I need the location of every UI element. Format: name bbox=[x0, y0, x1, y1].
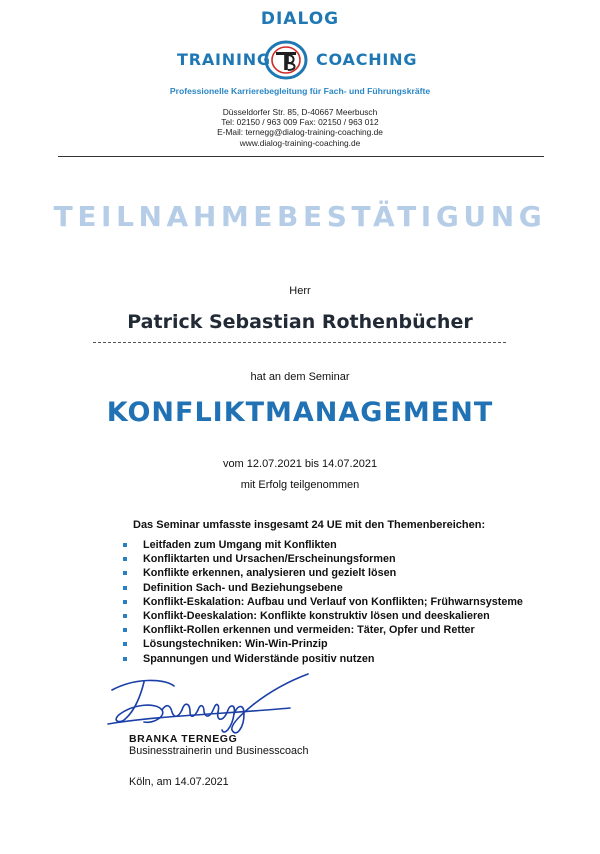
phone-line: Tel: 02150 / 963 009 Fax: 02150 / 963 012 bbox=[221, 117, 379, 128]
lead-text: hat an dem Seminar bbox=[250, 371, 350, 383]
signer-role: Businesstrainerin und Businesscoach bbox=[129, 745, 309, 757]
salutation: Herr bbox=[289, 285, 311, 297]
seminar-title: KONFLIKTMANAGEMENT bbox=[106, 397, 494, 428]
bullet-icon bbox=[123, 557, 127, 561]
place-date: Köln, am 14.07.2021 bbox=[129, 776, 229, 788]
topics-intro: Das Seminar umfasste insgesamt 24 UE mit den Themenbereichen: bbox=[133, 519, 486, 531]
dialog-logo-icon bbox=[263, 40, 309, 80]
topic-label: Konflikte erkennen, analysieren und gezielt lösen bbox=[143, 567, 397, 580]
name-underline bbox=[93, 342, 506, 343]
topic-label: Definition Sach- und Beziehungsebene bbox=[143, 581, 343, 594]
topic-label: Konflikt-Deeskalation: Konflikte konstruktiv lösen und deeskalieren bbox=[143, 609, 490, 622]
bullet-icon bbox=[123, 571, 127, 575]
topic-label: Konfliktarten und Ursachen/Erscheinungsformen bbox=[143, 553, 396, 566]
tagline: Professionelle Karrierebegleitung für Fach- und Führungskräfte bbox=[169, 86, 431, 96]
list-item bbox=[123, 581, 523, 595]
bullet-icon bbox=[123, 657, 127, 661]
topic-label: Lösungstechniken: Win-Win-Prinzip bbox=[143, 638, 328, 651]
header-divider bbox=[58, 156, 544, 157]
list-item bbox=[123, 652, 523, 666]
bullet-icon bbox=[123, 642, 127, 646]
logo-row bbox=[0, 40, 600, 80]
list-item bbox=[123, 595, 523, 609]
certificate-title: TEILNAHMEBESTÄTIGUNG bbox=[53, 200, 547, 233]
topic-label: Konflikt-Rollen erkennen und vermeiden: Täter, Opfer und Retter bbox=[143, 624, 475, 637]
topics-list bbox=[123, 538, 523, 666]
list-item bbox=[123, 566, 523, 580]
list-item bbox=[123, 552, 523, 566]
handwritten-signature bbox=[104, 668, 314, 742]
topic-label: Leitfaden zum Umgang mit Konflikten bbox=[143, 539, 337, 551]
list-item bbox=[123, 609, 523, 623]
address-line: Düsseldorfer Str. 85, D-40667 Meerbusch bbox=[222, 107, 378, 117]
list-item bbox=[123, 538, 523, 552]
list-item bbox=[123, 637, 523, 651]
bullet-icon bbox=[123, 628, 127, 632]
contact-block bbox=[0, 107, 600, 148]
brand-left: TRAINING bbox=[177, 50, 271, 69]
topic-label: Konflikt-Eskalation: Aufbau und Verlauf von Konflikten; Frühwarnsysteme bbox=[143, 595, 523, 608]
success-text: mit Erfolg teilgenommen bbox=[240, 479, 360, 491]
bullet-icon bbox=[123, 600, 127, 604]
bullet-icon bbox=[123, 586, 127, 590]
brand-top: DIALOG bbox=[260, 9, 340, 29]
topic-label: Spannungen und Widerstände positiv nutzen bbox=[143, 652, 375, 665]
participant-name: Patrick Sebastian Rothenbücher bbox=[127, 311, 473, 333]
web-line: www.dialog-training-coaching.de bbox=[239, 137, 361, 148]
seminar-dates: vom 12.07.2021 bis 14.07.2021 bbox=[222, 458, 378, 470]
email-line: E-Mail: ternegg@dialog-training-coaching.de bbox=[217, 127, 383, 138]
list-item bbox=[123, 623, 523, 637]
signer-name: BRANKA TERNEGG bbox=[129, 733, 238, 745]
bullet-icon bbox=[123, 614, 127, 618]
bullet-icon bbox=[123, 543, 127, 547]
brand-right: COACHING bbox=[316, 50, 418, 69]
